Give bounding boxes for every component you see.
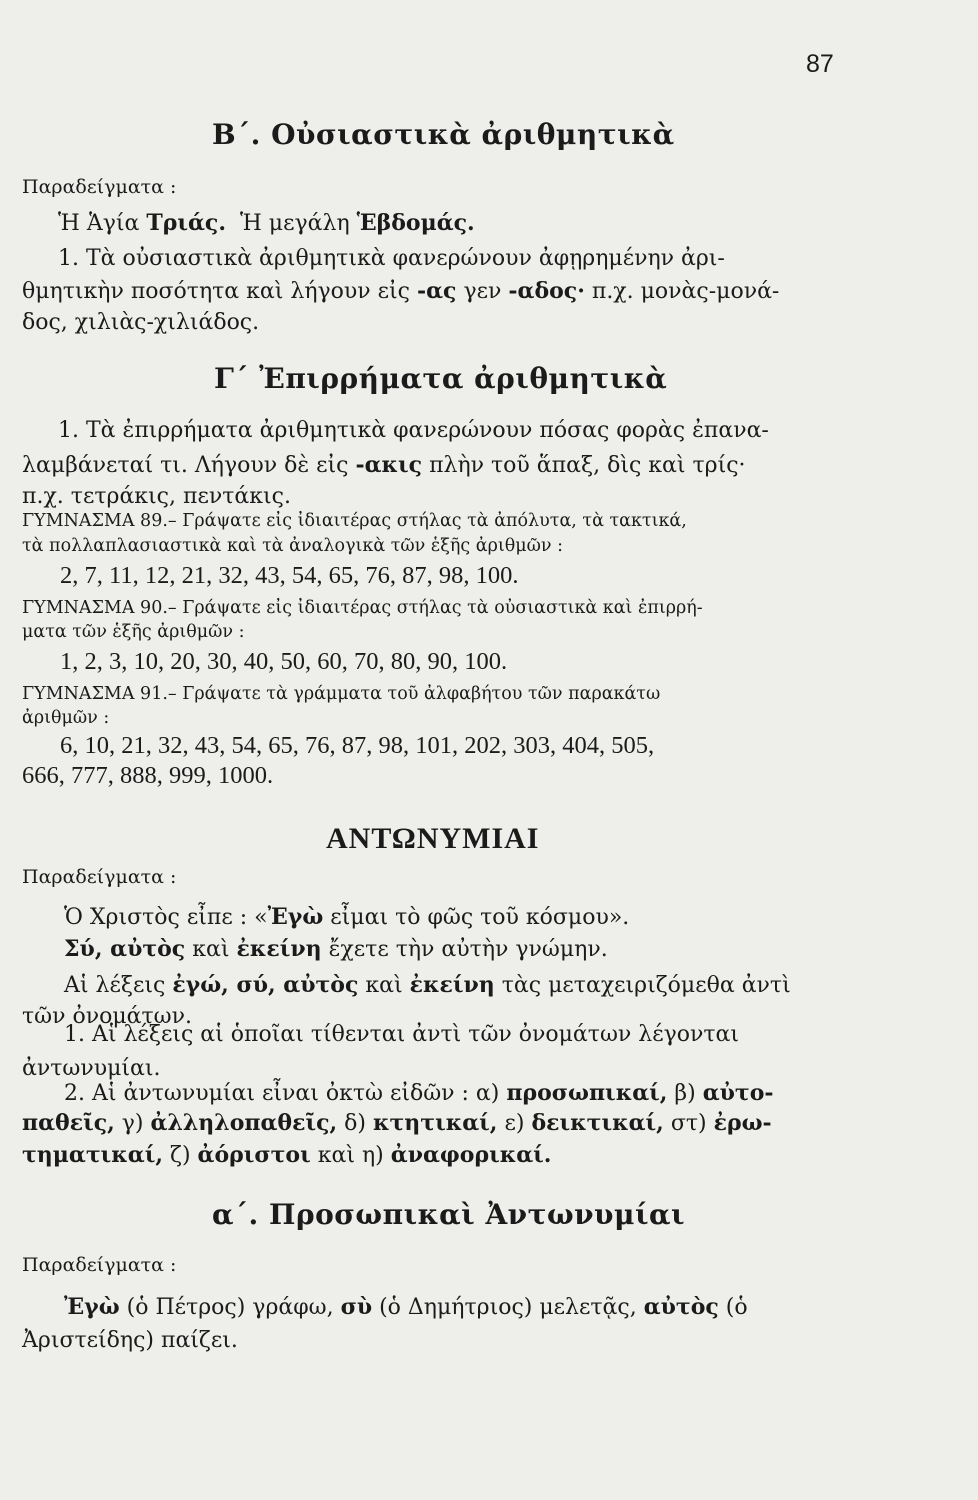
pronouns-rule2-line2: παθεῖς, γ) ἀλληλοπαθεῖς, δ) κτητικαί, ε) δεικτικαί, στ) ἐρω-	[22, 1110, 772, 1136]
pronouns-example-2: Σύ, αὐτὸς καὶ ἐκείνη ἔχετε τὴν αὐτὴν γνώμην.	[64, 936, 608, 962]
personal-example-line2: Ἀριστείδης) παίζει.	[22, 1328, 238, 1353]
pronouns-rule1-line2: ἀντωνυμίαι.	[22, 1056, 161, 1081]
pronouns-paragraph-line2: τῶν ὀνομάτων.	[22, 1004, 192, 1029]
section-c-heading: Γ΄ Ἐπιρρήματα ἀριθμητικὰ	[214, 362, 668, 395]
pronouns-rule1-line1: 1. Αἱ λέξεις αἱ ὁποῖαι τίθενται ἀντὶ τῶν ὀνομάτων λέγονται	[64, 1022, 740, 1047]
pronouns-rule2-line1: 2. Αἱ ἀντωνυμίαι εἶναι ὀκτὼ εἰδῶν : α) προσωπικαί, β) αὐτο-	[64, 1080, 774, 1106]
exercise-89-line2: τὰ πολλαπλασιαστικὰ καὶ τὰ ἀναλογικὰ τῶν ἑξῆς ἀριθμῶν :	[22, 536, 563, 556]
section-c-rule-line2: λαμβάνεταί τι. Λήγουν δὲ εἰς -ακις πλὴν τοῦ ἅπαξ, δὶς καὶ τρίς·	[22, 452, 746, 478]
exercise-89-line1: ΓΥΜΝΑΣΜΑ 89.– Γράψατε εἰς ἰδιαιτέρας στήλας τὰ ἀπόλυτα, τὰ τακτικά,	[22, 511, 687, 531]
pronouns-example-1: Ὁ Χριστὸς εἶπε : «Ἐγὼ εἶμαι τὸ φῶς τοῦ κόσμου».	[64, 904, 630, 930]
section-b-examples-label: Παραδείγματα :	[22, 176, 177, 198]
section-c-rule-line1: 1. Τὰ ἐπιρρήματα ἀριθμητικὰ φανερώνουν πόσας φορὰς ἐπανα-	[58, 418, 769, 443]
exercise-90-numbers: 1, 2, 3, 10, 20, 30, 40, 50, 60, 70, 80, 90, 100.	[60, 648, 508, 675]
exercise-89-numbers: 2, 7, 11, 12, 21, 32, 43, 54, 65, 76, 87, 98, 100.	[60, 562, 519, 589]
section-b-rule-line3: δος, χιλιὰς-χιλιάδος.	[22, 310, 260, 335]
exercise-91-line1: ΓΥΜΝΑΣΜΑ 91.– Γράψατε τὰ γράμματα τοῦ ἀλφαβήτου τῶν παρακάτω	[22, 684, 661, 704]
exercise-90-line2: ματα τῶν ἑξῆς ἀριθμῶν :	[22, 622, 245, 642]
exercise-91-line2: ἀριθμῶν :	[22, 708, 110, 728]
personal-example-line1: Ἐγὼ (ὁ Πέτρος) γράφω, σὺ (ὁ Δημήτριος) μελετᾷς, αὐτὸς (ὁ	[64, 1294, 748, 1320]
exercise-91-numbers-line2: 666, 777, 888, 999, 1000.	[22, 762, 274, 789]
pronouns-paragraph-line1: Αἱ λέξεις ἐγώ, σύ, αὐτὸς καὶ ἐκείνη τὰς μεταχειριζόμεθα ἀντὶ	[64, 972, 791, 998]
pronouns-examples-label: Παραδείγματα :	[22, 866, 177, 888]
section-b-heading: Β΄. Οὐσιαστικὰ ἀριθμητικὰ	[212, 118, 675, 151]
section-b-rule-line2: θμητικὴν ποσότητα καὶ λήγουν εἰς -ας γεν -αδος· π.χ. μονὰς-μονά-	[22, 278, 780, 304]
section-b-rule-line1: 1. Τὰ οὐσιαστικὰ ἀριθμητικὰ φανερώνουν ἀφῃρημένην ἀρι-	[58, 246, 725, 271]
section-b-example: Ἡ Ἁγία Τριάς. Ἡ μεγάλη Ἑβδομάς.	[58, 210, 475, 236]
pronouns-rule2-line3: τηματικαί, ζ) ἀόριστοι καὶ η) ἀναφορικαί.	[22, 1142, 552, 1168]
section-c-rule-line3: π.χ. τετράκις, πεντάκις.	[22, 484, 291, 509]
exercise-90-line1: ΓΥΜΝΑΣΜΑ 90.– Γράψατε εἰς ἰδιαιτέρας στήλας τὰ οὐσιαστικὰ καὶ ἐπιρρή-	[22, 598, 703, 618]
personal-examples-label: Παραδείγματα :	[22, 1254, 177, 1276]
exercise-91-numbers-line1: 6, 10, 21, 32, 43, 54, 65, 76, 87, 98, 101, 202, 303, 404, 505,	[60, 732, 655, 759]
page-number: 87	[806, 50, 834, 78]
pronouns-title: ΑΝΤΩΝΥΜΙΑΙ	[326, 822, 540, 855]
personal-pronouns-heading: α΄. Προσωπικαὶ Ἀντωνυμίαι	[212, 1198, 686, 1231]
